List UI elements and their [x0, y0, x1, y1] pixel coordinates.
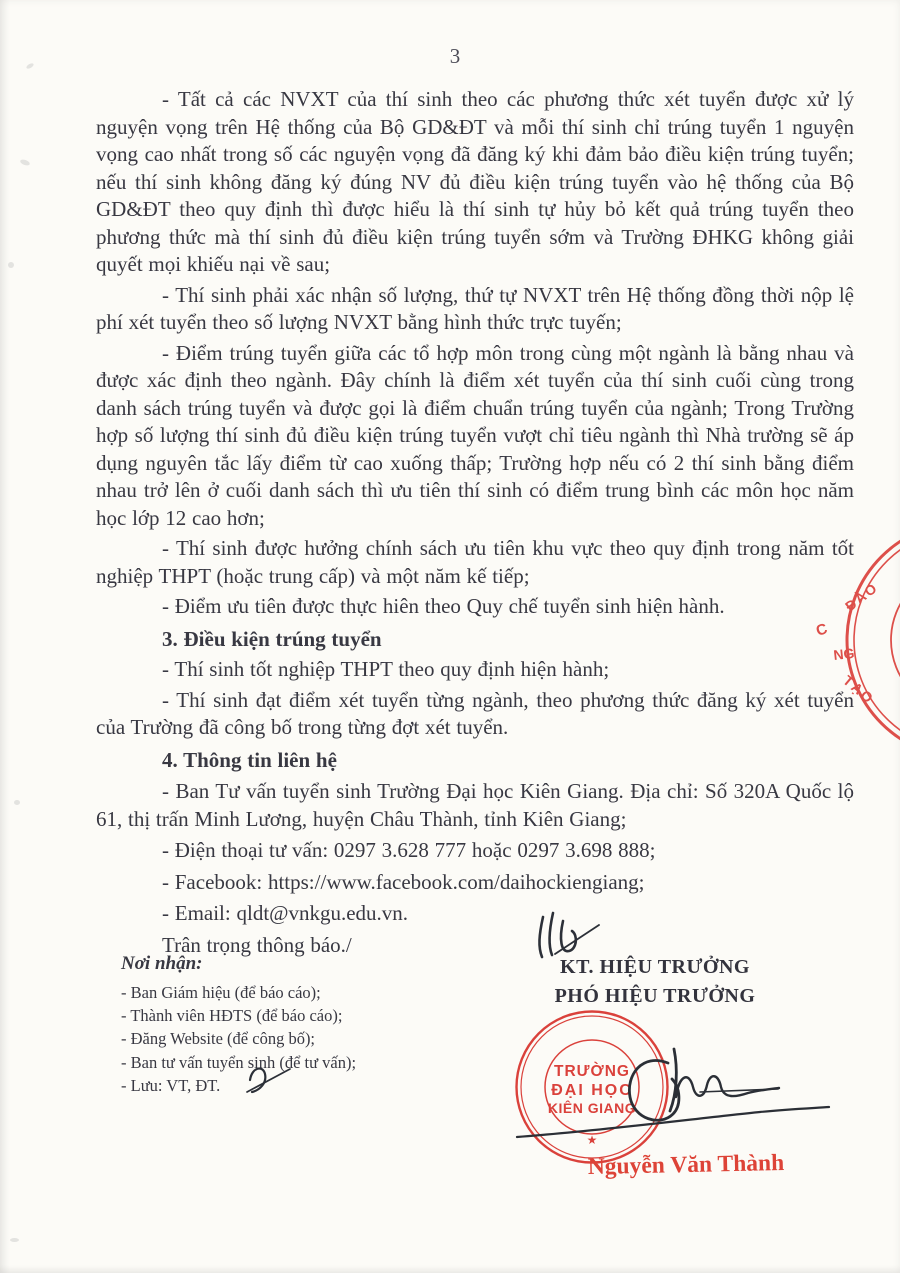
paragraph: - Tất cả các NVXT của thí sinh theo các phương thức xét tuyển được xử lý nguyện vọng trên Hệ thống của Bộ GD&ĐT và mỗi thí sinh chỉ trúng tuyển 1 nguyện vọng cao nhất trong số các nguyện vọng đã đăng ký khi đảm bảo điều kiện trúng tuyển; nếu thí sinh không đăng ký đúng NV đủ điều kiện trúng tuyển vào hệ thống của Bộ GD&ĐT theo quy định thì được hiểu là thí sinh tự hủy bỏ kết quả trúng tuyển theo phương thức mà thí sinh đủ điều kiện trúng tuyển sớm và Trường ĐHKG không giải quyết mọi khiếu nại về sau;	[96, 87, 854, 276]
paragraph-contact-facebook: - Facebook: https://www.facebook.com/daihockiengiang;	[162, 869, 645, 894]
recipients-block	[121, 953, 461, 1097]
stamp-fragment-text: NG	[832, 644, 856, 663]
paragraph: - Thí sinh đạt điểm xét tuyển từng ngành, theo phương thức đăng ký xét tuyển của Trường đã công bố trong từng đợt xét tuyển.	[96, 687, 854, 739]
paragraph-contact-address: - Ban Tư vấn tuyển sinh Trường Đại học Kiên Giang. Địa chỉ: Số 320A Quốc lộ 61, thị trấn Minh Lương, huyện Châu Thành, tỉnh Kiên Giang;	[96, 779, 854, 831]
paragraph: - Thí sinh tốt nghiệp THPT theo quy định hiện hành;	[162, 657, 610, 681]
paragraph-contact-email: - Email: qldt@vnkgu.edu.vn.	[162, 901, 409, 925]
authority-line: KT. HIỆU TRƯỞNG	[560, 956, 750, 978]
partial-stamp-right-edge	[790, 500, 900, 780]
stamp-center-line2: ĐẠI HỌC	[551, 1082, 633, 1099]
section-heading: 4. Thông tin liên hệ	[162, 747, 337, 772]
paragraph: - Thí sinh được hưởng chính sách ưu tiên khu vực theo quy định trong năm tốt nghiệp THPT (hoặc trung cấp) và một năm kế tiếp;	[96, 536, 854, 588]
scan-speck	[10, 1238, 19, 1242]
closing-line: Trân trọng thông báo./	[162, 932, 352, 957]
official-round-stamp	[513, 1008, 671, 1166]
role-line: PHÓ HIỆU TRƯỞNG	[554, 984, 756, 1007]
section-heading: 3. Điều kiện trúng tuyển	[162, 626, 382, 651]
scan-speck	[19, 158, 30, 166]
recipient-item: - Lưu: VT, ĐT.	[121, 1075, 221, 1095]
recipient-item: - Ban Giám hiệu (để báo cáo);	[121, 983, 321, 1002]
signer-name: Nguyễn Văn Thành	[587, 1149, 785, 1181]
stamp-star-icon: ★	[586, 1133, 598, 1147]
recipients-title: Nơi nhận:	[121, 953, 203, 974]
stamp-fragment-text: TẠO	[840, 672, 878, 708]
stamp-center-line3: KIÊN GIANG	[547, 1100, 637, 1116]
scan-speck	[14, 800, 20, 805]
recipient-item: - Thành viên HĐTS (để báo cáo);	[121, 1006, 343, 1026]
recipient-item: - Ban tư vấn tuyển sinh (để tư vấn);	[121, 1052, 357, 1072]
recipient-item: - Đăng Website (để công bố);	[121, 1029, 316, 1049]
stamp-fragment-text: C	[813, 620, 830, 640]
stamp-fragment-text: ĐÀO	[841, 578, 882, 615]
paragraph: - Thí sinh phải xác nhận số lượng, thứ tự NVXT trên Hệ thống đồng thời nộp lệ phí xét tuyển theo số lượng NVXT bằng hình thức trực tuyến;	[96, 282, 854, 334]
document-body	[96, 86, 854, 959]
signature-title-block	[488, 953, 822, 1010]
paragraph: - Điểm ưu tiên được thực hiên theo Quy chế tuyển sinh hiện hành.	[162, 594, 725, 618]
page-number: 3	[449, 44, 461, 68]
paragraph: - Điểm trúng tuyển giữa các tổ hợp môn trong cùng một ngành là bằng nhau và được xác định theo ngành. Đây chính là điểm xét tuyển của thí sinh cuối cùng trong danh sách trúng tuyển và được gọi là điểm chuẩn trúng tuyển của ngành; Trong Trường hợp số lượng thí sinh đủ điều kiện trúng tuyển vượt chỉ tiêu ngành thì Nhà trường sẽ áp dụng nguyên tắc lấy điểm từ cao xuống thấp; Trường hợp nếu có 2 thí sinh bằng điểm nhau trở lên ở cuối danh sách thì ưu tiên thí sinh có điểm trung bình các môn học năm học lớp 12 cao hơn;	[96, 340, 854, 530]
scan-speck	[8, 262, 14, 268]
stamp-center-line1: TRƯỜNG	[554, 1063, 630, 1080]
paragraph-contact-phone: - Điện thoại tư vấn: 0297 3.628 777 hoặc 0297 3.698 888;	[162, 838, 656, 862]
